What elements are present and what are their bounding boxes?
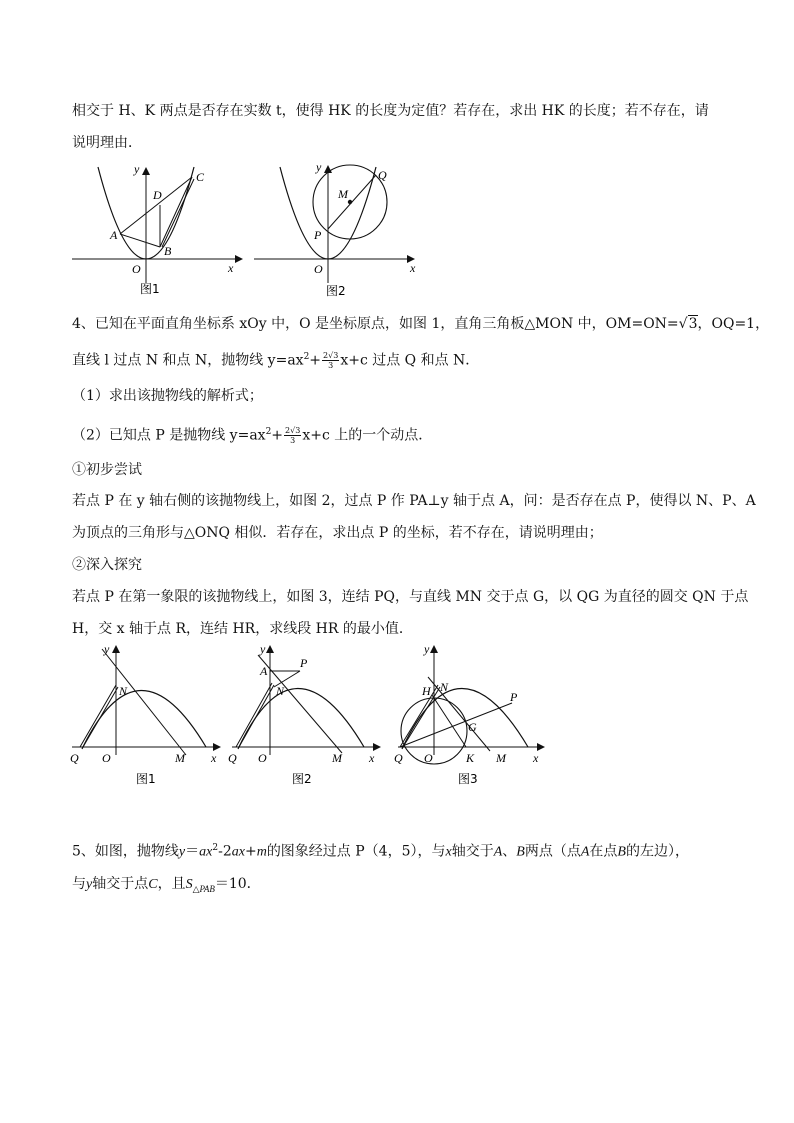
label-P: P: [314, 228, 322, 242]
label-x: x: [410, 261, 416, 275]
segment-BC2: [162, 179, 194, 247]
problem4-part1-title: ①初步尝试: [72, 462, 142, 478]
label-O: O: [102, 751, 111, 765]
problem4-figure-3: [394, 643, 559, 793]
label-O: O: [258, 751, 267, 765]
label-N: N: [119, 684, 128, 698]
label-P: P: [510, 690, 518, 704]
x-axis-arrow: [373, 743, 381, 751]
label-A: A: [110, 228, 118, 242]
problem3-line1: 相交于 H、K 两点是否存在实数 t，使得 HK 的长度为定值？若存在，求出 HK 的长度；若不存在，请: [72, 103, 709, 119]
center-M-dot: [348, 200, 352, 204]
label-x: x: [211, 751, 217, 765]
problem4-line1: 4、已知在平面直角坐标系 xOy 中，O 是坐标原点，如图 1，直角三角板△MON 中，OM=ON=√3，OQ=1，: [72, 316, 770, 332]
label-y: y: [316, 160, 322, 174]
problem4-q1: （1）求出该抛物线的解析式；: [72, 388, 263, 404]
problem3-line2: 说明理由．: [72, 135, 142, 151]
label-y: y: [260, 642, 266, 656]
label-G: G: [468, 720, 477, 734]
problem4-figure-2: [228, 643, 393, 793]
label-N: N: [276, 684, 285, 698]
problem4-part2-title: ②深入探究: [72, 557, 142, 573]
problem4-part1-line2: 为顶点的三角形与△ONQ 相似．若存在，求出点 P 的坐标，若不存在，请说明理由；: [72, 525, 603, 541]
label-B: B: [164, 244, 172, 258]
segment-BC: [160, 177, 192, 247]
problem3-figure-2: [252, 155, 432, 300]
fraction: $\frac{2√3}{3}$: [285, 426, 301, 446]
label-y: y: [134, 162, 140, 176]
problem3-figure-1: [70, 155, 250, 300]
label-P: P: [300, 656, 308, 670]
label-x: x: [533, 751, 539, 765]
label-Q: Q: [378, 168, 387, 182]
x-axis-arrow: [537, 743, 545, 751]
label-M: M: [338, 187, 348, 201]
caption: 图3: [458, 772, 478, 786]
label-O: O: [424, 751, 433, 765]
line-QN: [236, 683, 272, 747]
problem4-part2-line1: 若点 P 在第一象限的该抛物线上，如图 3，连结 PQ，与直线 MN 交于点 G，以 QG 为直径的圆交 QN 于点: [72, 589, 749, 605]
y-axis-arrow: [112, 645, 120, 653]
y-axis-arrow: [266, 645, 274, 653]
segment-AB: [120, 234, 160, 247]
caption: 图1: [140, 282, 160, 296]
x-axis-arrow: [235, 255, 243, 263]
problem4-part2-line2: H，交 x 轴于点 R，连结 HR，求线段 HR 的最小值．: [72, 621, 413, 637]
label-K: K: [466, 751, 475, 765]
parabola: [82, 690, 206, 749]
label-O: O: [314, 262, 323, 276]
label-O: O: [132, 262, 141, 276]
y-axis-arrow: [142, 167, 150, 175]
label-H: H: [422, 684, 431, 698]
caption: 图2: [292, 772, 312, 786]
label-Q: Q: [394, 751, 403, 765]
label-x: x: [228, 261, 234, 275]
label-A: A: [260, 664, 268, 678]
label-D: D: [153, 188, 162, 202]
parabola: [238, 688, 364, 749]
line-QN-2: [239, 685, 274, 747]
line-QN: [400, 685, 438, 747]
label-M: M: [496, 751, 506, 765]
problem5-line1: 5、如图，抛物线$y=ax^2-2ax+m$的图象经过点 P（4，5），与x轴交于A、B两点（点A在点B的左边），: [72, 843, 689, 860]
y-axis-arrow: [430, 645, 438, 653]
label-M: M: [332, 751, 342, 765]
label-N: N: [440, 680, 449, 694]
x-axis-arrow: [213, 743, 221, 751]
label-Q: Q: [228, 751, 237, 765]
caption: 图1: [136, 772, 156, 786]
line-QN: [80, 685, 116, 747]
label-Q: Q: [70, 751, 79, 765]
label-y: y: [424, 642, 430, 656]
label-C: C: [196, 170, 205, 184]
problem4-figure-1: [68, 643, 233, 793]
problem4-q2: （2）已知点 P 是抛物线 $y=ax^2+$ $\frac{2√3}{3}$ x+c 上的一个动点．: [72, 426, 433, 446]
fraction: $\frac{2√3}{3}$: [323, 351, 339, 371]
problem4-part1-line1: 若点 P 在 y 轴右侧的该抛物线上，如图 2，过点 P 作 PA⊥y 轴于点 A，问：是否存在点 P，使得以 N、P、A: [72, 493, 756, 509]
label-y: y: [104, 642, 110, 656]
problem5-line2: 与y轴交于点C，且$S_{\triangle PAB}=10$．: [72, 876, 261, 894]
label-x: x: [369, 751, 375, 765]
label-M: M: [175, 751, 185, 765]
line-QN-2: [83, 687, 118, 747]
caption: 图2: [326, 284, 346, 298]
problem4-line2: 直线 l 过点 N 和点 N，抛物线 $y=ax^2+$ $\frac{2√3}{3}$ x+c 过点 Q 和点 N．: [72, 351, 480, 371]
